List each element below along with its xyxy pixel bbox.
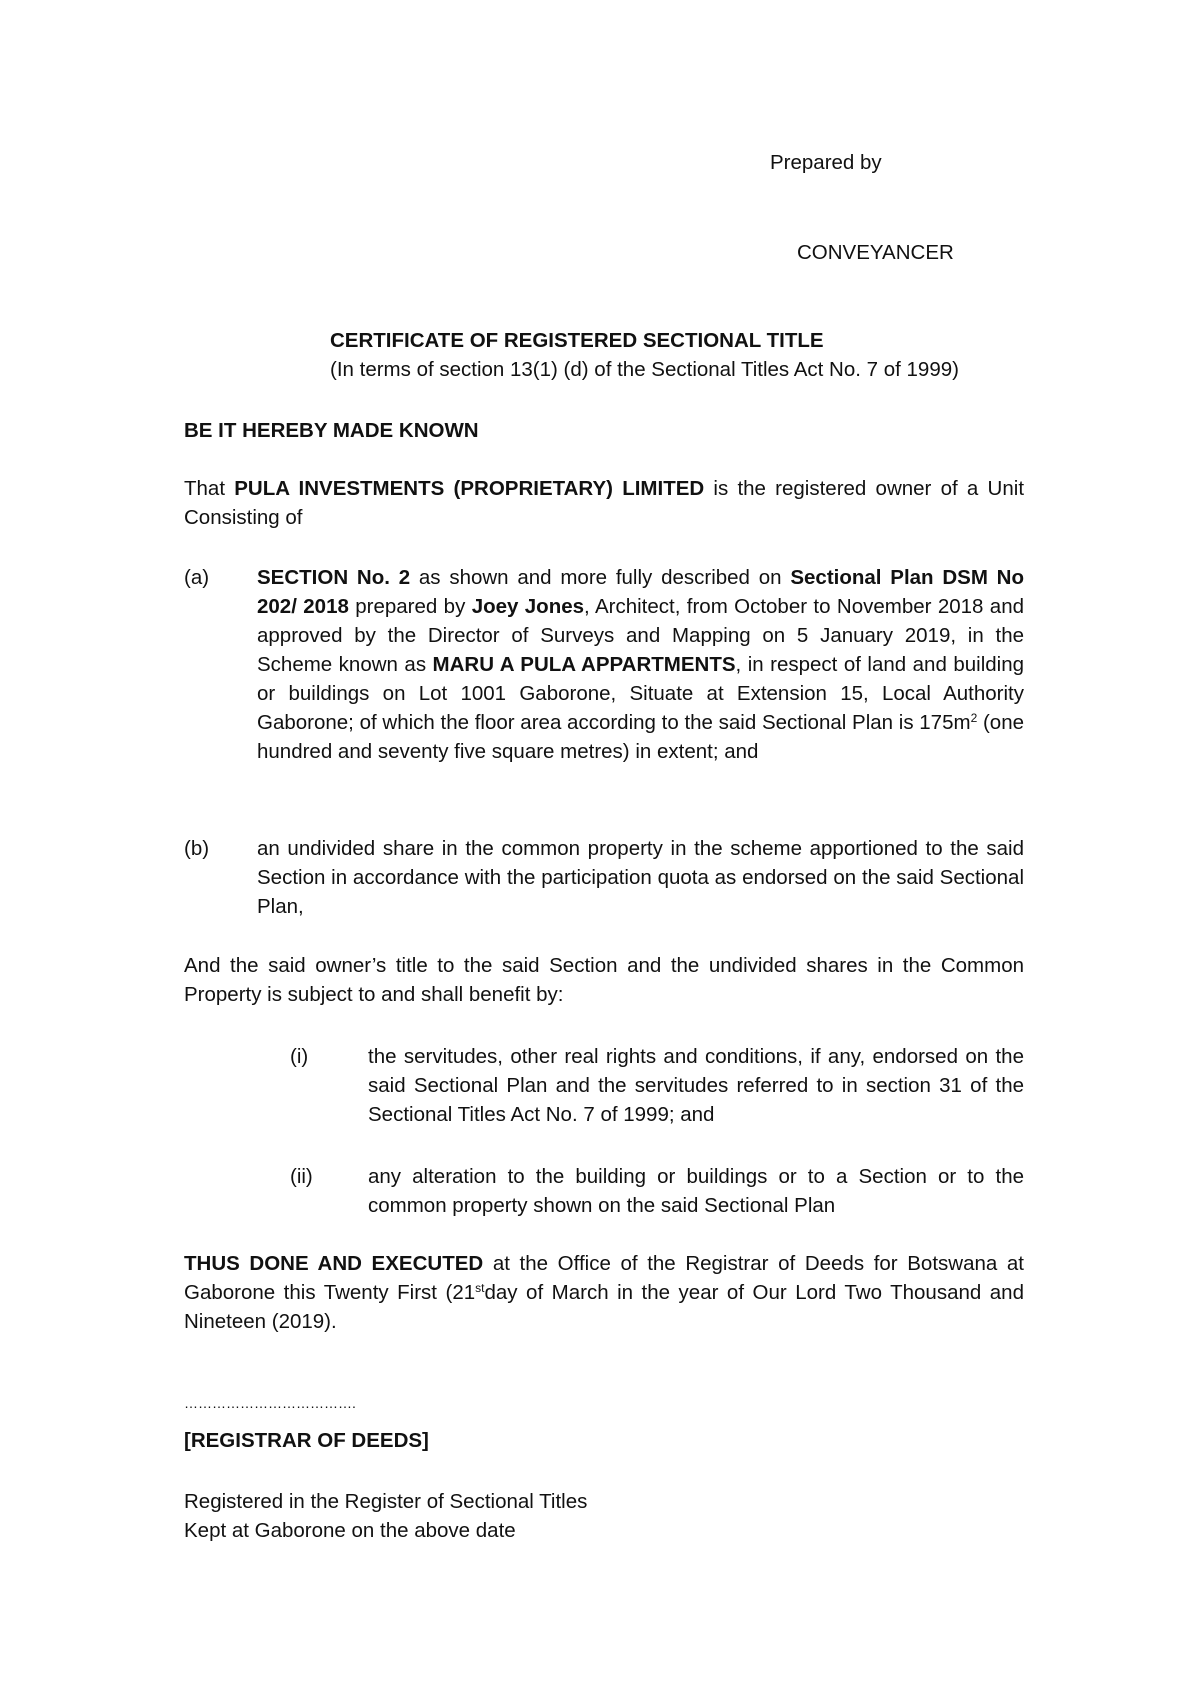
registrar-label: [REGISTRAR OF DEEDS] xyxy=(184,1429,429,1452)
superscript-st: st xyxy=(475,1281,485,1295)
sub-item-i-text: the servitudes, other real rights and conditions, if any, endorsed on the said Sectional Plan and the servitudes referred to in section 31 of the Sectional Titles Act No. 7 of 1999; and xyxy=(368,1045,1024,1126)
sub-item-ii-label: (ii) xyxy=(290,1165,313,1188)
owner-text-2: is the registered owner of a Unit Consisting of xyxy=(184,477,1025,529)
item-b-label: (b) xyxy=(184,837,210,860)
title-block xyxy=(330,326,1090,384)
item-a-text-1: as shown and more fully described on xyxy=(410,566,791,589)
registration-line-1: Registered in the Register of Sectional Titles xyxy=(184,1490,588,1513)
item-a-text-2: prepared by xyxy=(348,595,472,618)
execution-text-1: at the Office of the Registrar of Deeds for Botswana at Gaborone this Twenty First (21 xyxy=(184,1252,1025,1304)
owner-paragraph xyxy=(184,474,1024,532)
architect-name: Joey Jones xyxy=(471,595,585,618)
execution-text-2: day of March in the year of Our Lord Two Thousand and Nineteen (2019). xyxy=(184,1281,1024,1333)
item-a-text-4: , in respect of land and building or buildings on Lot 1001 Gaborone, Situate at Extension 15, Local Authority Gaborone; of which the floor area according to the said Sectional Plan is 175m xyxy=(257,653,1025,734)
superscript-2: 2 xyxy=(970,711,978,725)
scheme-name: MARU A PULA APPARTMENTS xyxy=(432,653,736,676)
owner-name: PULA INVESTMENTS (PROPRIETARY) LIMITED xyxy=(234,477,705,500)
sub-item-ii-text: any alteration to the building or buildings or to a Section or to the common property shown on the said Sectional Plan xyxy=(368,1165,1024,1217)
registration-note xyxy=(184,1487,884,1545)
execution-heading: THUS DONE AND EXECUTED xyxy=(184,1252,484,1275)
item-b-text: an undivided share in the common property in the scheme apportioned to the said Section in accordance with the participation quota as endorsed on the said Sectional Plan, xyxy=(257,837,1024,918)
prepared-by-label: Prepared by xyxy=(770,151,882,174)
execution-paragraph xyxy=(184,1249,1024,1336)
signature-line: ………………………………. xyxy=(184,1395,356,1411)
certificate-subtitle: (In terms of section 13(1) (d) of the Sectional Titles Act No. 7 of 1999) xyxy=(330,358,959,381)
conveyancer-label: CONVEYANCER xyxy=(797,241,954,264)
item-a-label: (a) xyxy=(184,566,210,589)
section-number: SECTION No. 2 xyxy=(257,566,411,589)
owner-text-1: That xyxy=(184,477,235,500)
item-a-text-3: , Architect, from October to November 2018 and approved by the Director of Surveys and Mapping on 5 January 2019, in the Scheme known as xyxy=(257,595,1024,676)
registration-line-2: Kept at Gaborone on the above date xyxy=(184,1519,516,1542)
sectional-plan-number: Sectional Plan DSM No 202/ 2018 xyxy=(257,566,1025,618)
sub-item-i-label: (i) xyxy=(290,1045,309,1068)
item-a-text xyxy=(257,563,1024,766)
subject-to-paragraph: And the said owner’s title to the said Section and the undivided shares in the Common Property is subject to and shall benefit by: xyxy=(184,954,1024,1006)
certificate-title: CERTIFICATE OF REGISTERED SECTIONAL TITLE xyxy=(330,329,824,352)
item-a-text-5: (one hundred and seventy five square metres) in extent; and xyxy=(257,711,1024,763)
made-known-heading: BE IT HEREBY MADE KNOWN xyxy=(184,419,479,442)
